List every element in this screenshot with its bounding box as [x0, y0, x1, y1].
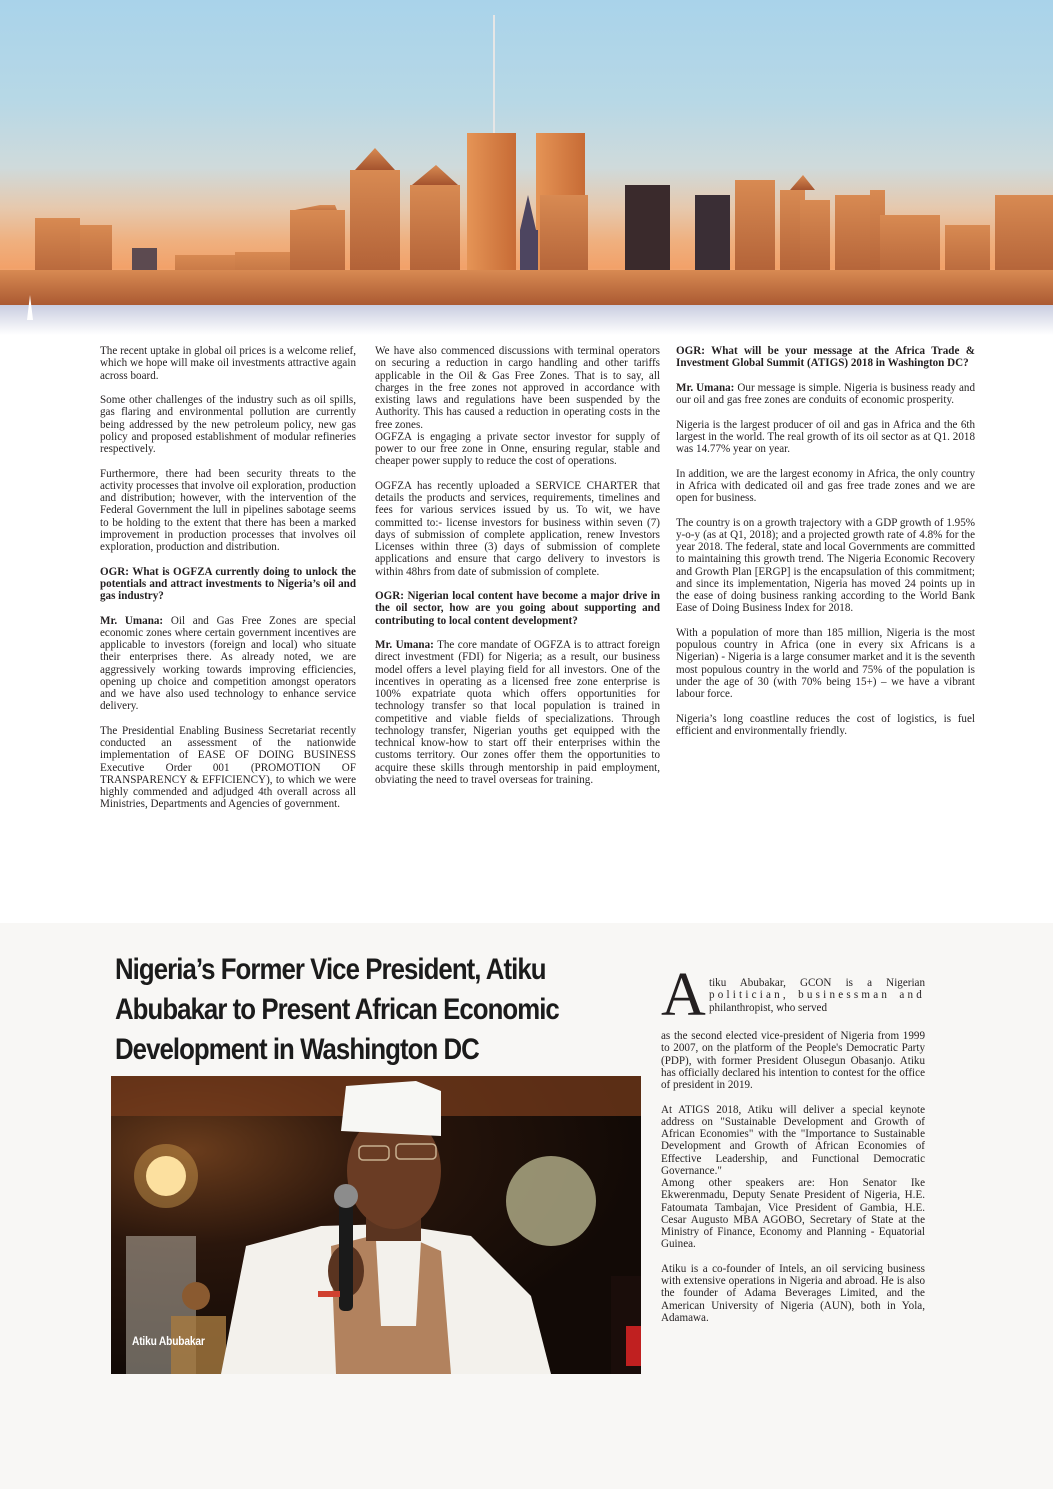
article-column-2	[375, 345, 660, 798]
paragraph: Furthermore, there had been security threats to the activity processes that involve oil exploration, production and distribution; however, with the intervention of the Federal Government the lull in pipelines sabotage seems to be holding to the extent that there has been a marked improvement in production processes that involves oil exploration, production and distribution.	[100, 467, 356, 553]
paragraph: At ATIGS 2018, Atiku will deliver a special keynote address on "Sustainable Development and Growth of African Economies" with the "Importance to Sustainable Development and Growth of African Economies of Effective Leadership, and Functional Democratic Governance."	[661, 1103, 925, 1177]
interview-question: OGR: What is OGFZA currently doing to unlock the potentials and attract investments to Nigeria’s oil and gas industry?	[100, 565, 356, 602]
interview-answer	[375, 639, 660, 786]
interview-question: OGR: Nigerian local content have become a major drive in the oil sector, how are you going about supporting and contributing to local content development?	[375, 590, 660, 627]
paragraph: Some other challenges of the industry such as oil spills, gas flaring and environmental pollution are currently being addressed by the new petroleum policy, new gas policy and proposed establishment of modular refineries respectively.	[100, 394, 356, 455]
intro-lines	[709, 977, 925, 1014]
paragraph: Among other speakers are: Hon Senator Ike Ekwerenmadu, Deputy Senate President of Nigeria, H.E. Fatoumata Tambajan, Vice President of Gambia, H.E. Cesar Augusto MBA AGOBO, Secretary of State at the Ministry of Finance, Economy and Planning - Equatorial Guinea.	[661, 1177, 925, 1251]
paragraph: Atiku is a co-founder of Intels, an oil servicing business with extensive operations in Nigeria and abroad. He is also the founder of Adama Beverages Limited, and the American University of Nigeria (AUN), both in Yola, Adamawa.	[661, 1262, 925, 1324]
paragraph: as the second elected vice-president of Nigeria from 1999 to 2007, on the platform of the People's Democratic Party (PDP), with former President Olusegun Obasanjo. Atiku has officially declared his intention to contest for the office of president in 2019.	[661, 1030, 925, 1091]
paragraph: We have also commenced discussions with terminal operators on securing a reduction in cargo handling and other tariffs applicable in the Oil & Gas Free Zones. That is to say, all charges in the free zones not approved in accordance with existing laws and regulations have been suspended by the Authority. This has caused a reduction in operating costs in the free zones.	[375, 345, 660, 431]
feature-body-column	[661, 961, 925, 1336]
interview-answer	[100, 615, 356, 713]
paragraph: OGFZA is engaging a private sector investor for supply of power to our free zone in Onne, ensuring regular, stable and cheaper power supply to reduce the cost of operations.	[375, 430, 660, 468]
intro-line: politician, businessman and	[709, 989, 925, 1002]
skyline-illustration	[0, 0, 1053, 335]
drop-cap: A	[661, 961, 706, 1029]
paragraph: Nigeria’s long coastline reduces the cost of logistics, is fuel efficient and environmentally friendly.	[676, 712, 975, 737]
answer-text: Our message is simple. Nigeria is business ready and our oil and gas free zones are conduits of economic prosperity.	[676, 381, 975, 406]
photo-caption: Atiku Abubakar	[132, 1334, 205, 1348]
answer-text: The core mandate of OGFZA is to attract foreign direct investment (FDI) for Nigeria; as a result, our business model offers a level playing field for all investors. One of the incentives in operating as a licensed free zone enterprise is 100% expatriate quota which offers opportunities for technology transfer so that local population is trained in competitive and viable fields of specializations. Through technology transfer, Nigerian youths get equipped with the technical know-how to start off their enterprises within the customs territory. Our zones offer them the opportunities to acquire these skills through mentorship in paid employment, obviating the need to travel overseas for training.	[375, 639, 661, 786]
paragraph: The recent uptake in global oil prices is a welcome relief, which we hope will make oil investments attractive again across board.	[100, 345, 356, 382]
paragraph: With a population of more than 185 million, Nigeria is the most populous country in Africa (one in every six Africans is a Nigerian) - Nigeria is a large consumer market and it is the seventh most populous country in the world and 75% of the population is under the age of 30 (with 70% being 15+) – we have a vibrant labour force.	[676, 626, 975, 700]
intro-with-dropcap	[661, 961, 925, 1030]
paragraph: Nigeria is the largest producer of oil and gas in Africa and the 6th largest in the world. The real growth of its oil sector as at Q1. 2018 was 14.77% year on year.	[676, 418, 975, 455]
speaker-label: Mr. Umana:	[100, 614, 164, 627]
interview-answer	[676, 382, 975, 407]
atiku-photo	[111, 1076, 641, 1374]
intro-line: tiku Abubakar, GCON is a Nigerian	[709, 977, 925, 989]
paragraph: The Presidential Enabling Business Secretariat recently conducted an assessment of the nationwide implementation of EASE OF DOING BUSINESS Executive Order 001 (PROMOTION OF TRANSPARENCY & EFFICIENCY), to which we were highly commended and adjudged 4th overall across all Ministries, Departments and Agencies of government.	[100, 724, 356, 811]
paragraph: The country is on a growth trajectory with a GDP growth of 1.95% y-o-y (as at Q1, 2018); and a projected growth rate of 4.8% for the year 2018. The federal, state and local Governments are committed to maintaining this growth trend. The Nigeria Economic Recovery and Growth Plan [ERGP] is the encapsulation of this commitment; and since its implementation, Nigeria has moved 24 points up in the ease of doing business ranking according to the World Bank Ease of Doing Business Index for 2018.	[676, 516, 975, 615]
article-column-1	[100, 345, 356, 823]
paragraph: In addition, we are the largest economy in Africa, the only country in Africa with dedicated oil and gas free trade zones and we are open for business.	[676, 467, 975, 504]
portrait-illustration	[111, 1076, 641, 1374]
speaker-label: Mr. Umana:	[375, 639, 434, 651]
interview-question: OGR: What will be your message at the Africa Trade & Investment Global Summit (ATIGS) 2018 in Washington DC?	[676, 345, 975, 370]
intro-line: philanthropist, who served	[709, 1001, 828, 1014]
paragraph: OGFZA has recently uploaded a SERVICE CHARTER that details the products and services, requirements, timelines and fees for various services issued by us. To wit, we have committed to:- license investors for business within seven (7) days of submission of complete application, renew Investors Licenses within three (3) days of submission of complete applications and ensure that cargo delivery to investors is within 48hrs from date of submission of complete.	[375, 479, 660, 578]
hero-skyline-image	[0, 0, 1053, 335]
speaker-label: Mr. Umana:	[676, 381, 735, 394]
feature-headline: Nigeria’s Former Vice President, Atiku Abubakar to Present African Economic Development in Washington DC	[115, 953, 559, 1066]
article-column-3	[676, 345, 975, 749]
answer-text: Oil and Gas Free Zones are special economic zones where certain government incentives are applicable to investors (foreign and local) who situate their enterprises there. As already noted, we are aggressively working towards improving efficiencies, opening up choice and competition amongst operators and we have also used technology to enhance service delivery.	[100, 614, 357, 713]
